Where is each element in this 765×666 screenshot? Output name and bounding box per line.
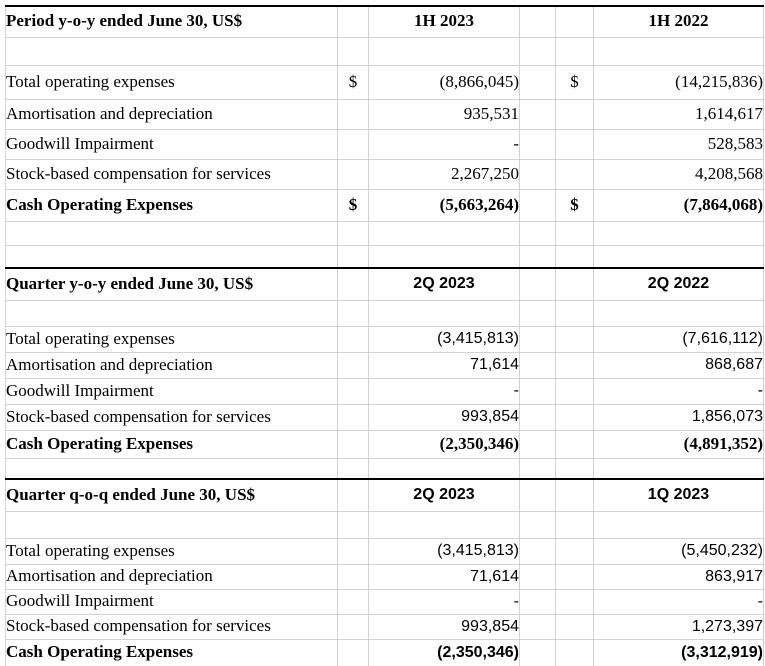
row-label: Goodwill Impairment xyxy=(6,129,338,159)
empty-cell xyxy=(520,268,556,300)
empty-cell xyxy=(556,614,594,639)
empty-cell xyxy=(556,37,594,65)
total-value-cell: (3,312,919) xyxy=(594,639,764,666)
empty-cell xyxy=(6,37,338,65)
value-cell: (3,415,813) xyxy=(369,326,520,352)
empty-cell xyxy=(338,589,369,614)
empty-cell xyxy=(338,378,369,404)
row-label: Total operating expenses xyxy=(6,538,338,564)
empty-cell xyxy=(594,245,764,268)
empty-cell xyxy=(556,458,594,479)
empty-cell xyxy=(520,221,556,245)
empty-cell xyxy=(338,458,369,479)
section3-title: Quarter q-o-q ended June 30, US$ xyxy=(6,479,338,511)
empty-cell xyxy=(338,159,369,189)
value-cell: (8,866,045) xyxy=(369,65,520,99)
section1-period-col2: 1H 2022 xyxy=(594,6,764,37)
blank-row xyxy=(6,221,764,245)
empty-cell xyxy=(338,614,369,639)
empty-cell xyxy=(338,511,369,538)
row-label: Total operating expenses xyxy=(6,326,338,352)
table-row xyxy=(6,404,764,430)
currency-cell: $ xyxy=(556,65,594,99)
section1-header-row xyxy=(6,6,764,37)
row-label: Total operating expenses xyxy=(6,65,338,99)
blank-row xyxy=(6,37,764,65)
table-row xyxy=(6,159,764,189)
table-row xyxy=(6,378,764,404)
empty-cell xyxy=(520,99,556,129)
table-row xyxy=(6,589,764,614)
empty-cell xyxy=(520,189,556,221)
empty-cell xyxy=(369,245,520,268)
empty-cell xyxy=(520,430,556,458)
empty-cell xyxy=(369,221,520,245)
empty-cell xyxy=(556,326,594,352)
currency-cell: $ xyxy=(338,189,369,221)
empty-cell xyxy=(556,378,594,404)
empty-cell xyxy=(520,511,556,538)
empty-cell xyxy=(556,245,594,268)
empty-cell xyxy=(520,404,556,430)
row-label: Stock-based compensation for services xyxy=(6,614,338,639)
empty-cell xyxy=(556,639,594,666)
value-cell: - xyxy=(369,129,520,159)
value-cell: - xyxy=(369,378,520,404)
empty-cell xyxy=(520,378,556,404)
table-row xyxy=(6,614,764,639)
empty-cell xyxy=(520,159,556,189)
row-label: Stock-based compensation for services xyxy=(6,159,338,189)
value-cell: (7,616,112) xyxy=(594,326,764,352)
empty-cell xyxy=(520,538,556,564)
row-label: Stock-based compensation for services xyxy=(6,404,338,430)
empty-cell xyxy=(556,129,594,159)
table-row xyxy=(6,326,764,352)
empty-cell xyxy=(6,221,338,245)
row-label: Goodwill Impairment xyxy=(6,378,338,404)
blank-row xyxy=(6,245,764,268)
empty-cell xyxy=(556,268,594,300)
table-row xyxy=(6,65,764,99)
total-row-label: Cash Operating Expenses xyxy=(6,639,338,666)
value-cell: 863,917 xyxy=(594,564,764,589)
empty-cell xyxy=(556,564,594,589)
empty-cell xyxy=(556,430,594,458)
empty-cell xyxy=(6,458,338,479)
empty-cell xyxy=(520,37,556,65)
total-row xyxy=(6,639,764,666)
value-cell: (14,215,836) xyxy=(594,65,764,99)
empty-cell xyxy=(338,639,369,666)
value-cell: 71,614 xyxy=(369,352,520,378)
blank-row xyxy=(6,511,764,538)
empty-cell xyxy=(520,564,556,589)
empty-cell xyxy=(338,129,369,159)
empty-cell xyxy=(520,458,556,479)
empty-cell xyxy=(338,538,369,564)
value-cell: 528,583 xyxy=(594,129,764,159)
section2-title: Quarter y-o-y ended June 30, US$ xyxy=(6,268,338,300)
empty-cell xyxy=(338,326,369,352)
empty-cell xyxy=(338,430,369,458)
financial-table xyxy=(5,5,764,666)
empty-cell xyxy=(369,458,520,479)
empty-cell xyxy=(338,37,369,65)
value-cell: 1,614,617 xyxy=(594,99,764,129)
value-cell: - xyxy=(594,378,764,404)
total-row-label: Cash Operating Expenses xyxy=(6,189,338,221)
table-row xyxy=(6,352,764,378)
empty-cell xyxy=(556,300,594,326)
empty-cell xyxy=(369,511,520,538)
empty-cell xyxy=(556,479,594,511)
empty-cell xyxy=(556,404,594,430)
value-cell: - xyxy=(369,589,520,614)
empty-cell xyxy=(520,6,556,37)
empty-cell xyxy=(594,37,764,65)
empty-cell xyxy=(556,221,594,245)
empty-cell xyxy=(520,614,556,639)
empty-cell xyxy=(520,245,556,268)
blank-row xyxy=(6,300,764,326)
table-row xyxy=(6,99,764,129)
value-cell: 4,208,568 xyxy=(594,159,764,189)
value-cell: - xyxy=(594,589,764,614)
value-cell: 993,854 xyxy=(369,404,520,430)
total-value-cell: (4,891,352) xyxy=(594,430,764,458)
empty-cell xyxy=(338,352,369,378)
total-value-cell: (5,663,264) xyxy=(369,189,520,221)
empty-cell xyxy=(520,129,556,159)
total-row-label: Cash Operating Expenses xyxy=(6,430,338,458)
value-cell: 71,614 xyxy=(369,564,520,589)
row-label: Amortisation and depreciation xyxy=(6,564,338,589)
value-cell: 935,531 xyxy=(369,99,520,129)
value-cell: 993,854 xyxy=(369,614,520,639)
value-cell: (5,450,232) xyxy=(594,538,764,564)
section2-period-col1: 2Q 2023 xyxy=(369,268,520,300)
empty-cell xyxy=(6,300,338,326)
section2-period-col2: 2Q 2022 xyxy=(594,268,764,300)
total-value-cell: (2,350,346) xyxy=(369,430,520,458)
value-cell: 1,856,073 xyxy=(594,404,764,430)
empty-cell xyxy=(556,538,594,564)
empty-cell xyxy=(6,511,338,538)
total-row xyxy=(6,430,764,458)
empty-cell xyxy=(520,326,556,352)
section1-period-col1: 1H 2023 xyxy=(369,6,520,37)
empty-cell xyxy=(594,221,764,245)
empty-cell xyxy=(338,6,369,37)
empty-cell xyxy=(594,458,764,479)
empty-cell xyxy=(556,6,594,37)
empty-cell xyxy=(338,268,369,300)
table-row xyxy=(6,564,764,589)
empty-cell xyxy=(556,511,594,538)
empty-cell xyxy=(369,300,520,326)
table-row xyxy=(6,129,764,159)
empty-cell xyxy=(338,564,369,589)
empty-cell xyxy=(338,99,369,129)
currency-cell: $ xyxy=(556,189,594,221)
empty-cell xyxy=(520,352,556,378)
row-label: Amortisation and depreciation xyxy=(6,99,338,129)
empty-cell xyxy=(338,404,369,430)
section3-period-col1: 2Q 2023 xyxy=(369,479,520,511)
value-cell: (3,415,813) xyxy=(369,538,520,564)
empty-cell xyxy=(520,589,556,614)
empty-cell xyxy=(556,589,594,614)
value-cell: 2,267,250 xyxy=(369,159,520,189)
empty-cell xyxy=(520,639,556,666)
total-value-cell: (2,350,346) xyxy=(369,639,520,666)
empty-cell xyxy=(556,159,594,189)
currency-cell: $ xyxy=(338,65,369,99)
empty-cell xyxy=(6,245,338,268)
empty-cell xyxy=(338,221,369,245)
blank-row xyxy=(6,458,764,479)
empty-cell xyxy=(556,99,594,129)
section3-period-col2: 1Q 2023 xyxy=(594,479,764,511)
total-value-cell: (7,864,068) xyxy=(594,189,764,221)
value-cell: 868,687 xyxy=(594,352,764,378)
section2-header-row xyxy=(6,268,764,300)
empty-cell xyxy=(369,37,520,65)
empty-cell xyxy=(520,479,556,511)
empty-cell xyxy=(594,511,764,538)
empty-cell xyxy=(556,352,594,378)
section1-title: Period y-o-y ended June 30, US$ xyxy=(6,6,338,37)
empty-cell xyxy=(338,479,369,511)
empty-cell xyxy=(520,65,556,99)
empty-cell xyxy=(594,300,764,326)
table-row xyxy=(6,538,764,564)
row-label: Amortisation and depreciation xyxy=(6,352,338,378)
empty-cell xyxy=(338,300,369,326)
total-row xyxy=(6,189,764,221)
row-label: Goodwill Impairment xyxy=(6,589,338,614)
empty-cell xyxy=(338,245,369,268)
section3-header-row xyxy=(6,479,764,511)
empty-cell xyxy=(520,300,556,326)
value-cell: 1,273,397 xyxy=(594,614,764,639)
